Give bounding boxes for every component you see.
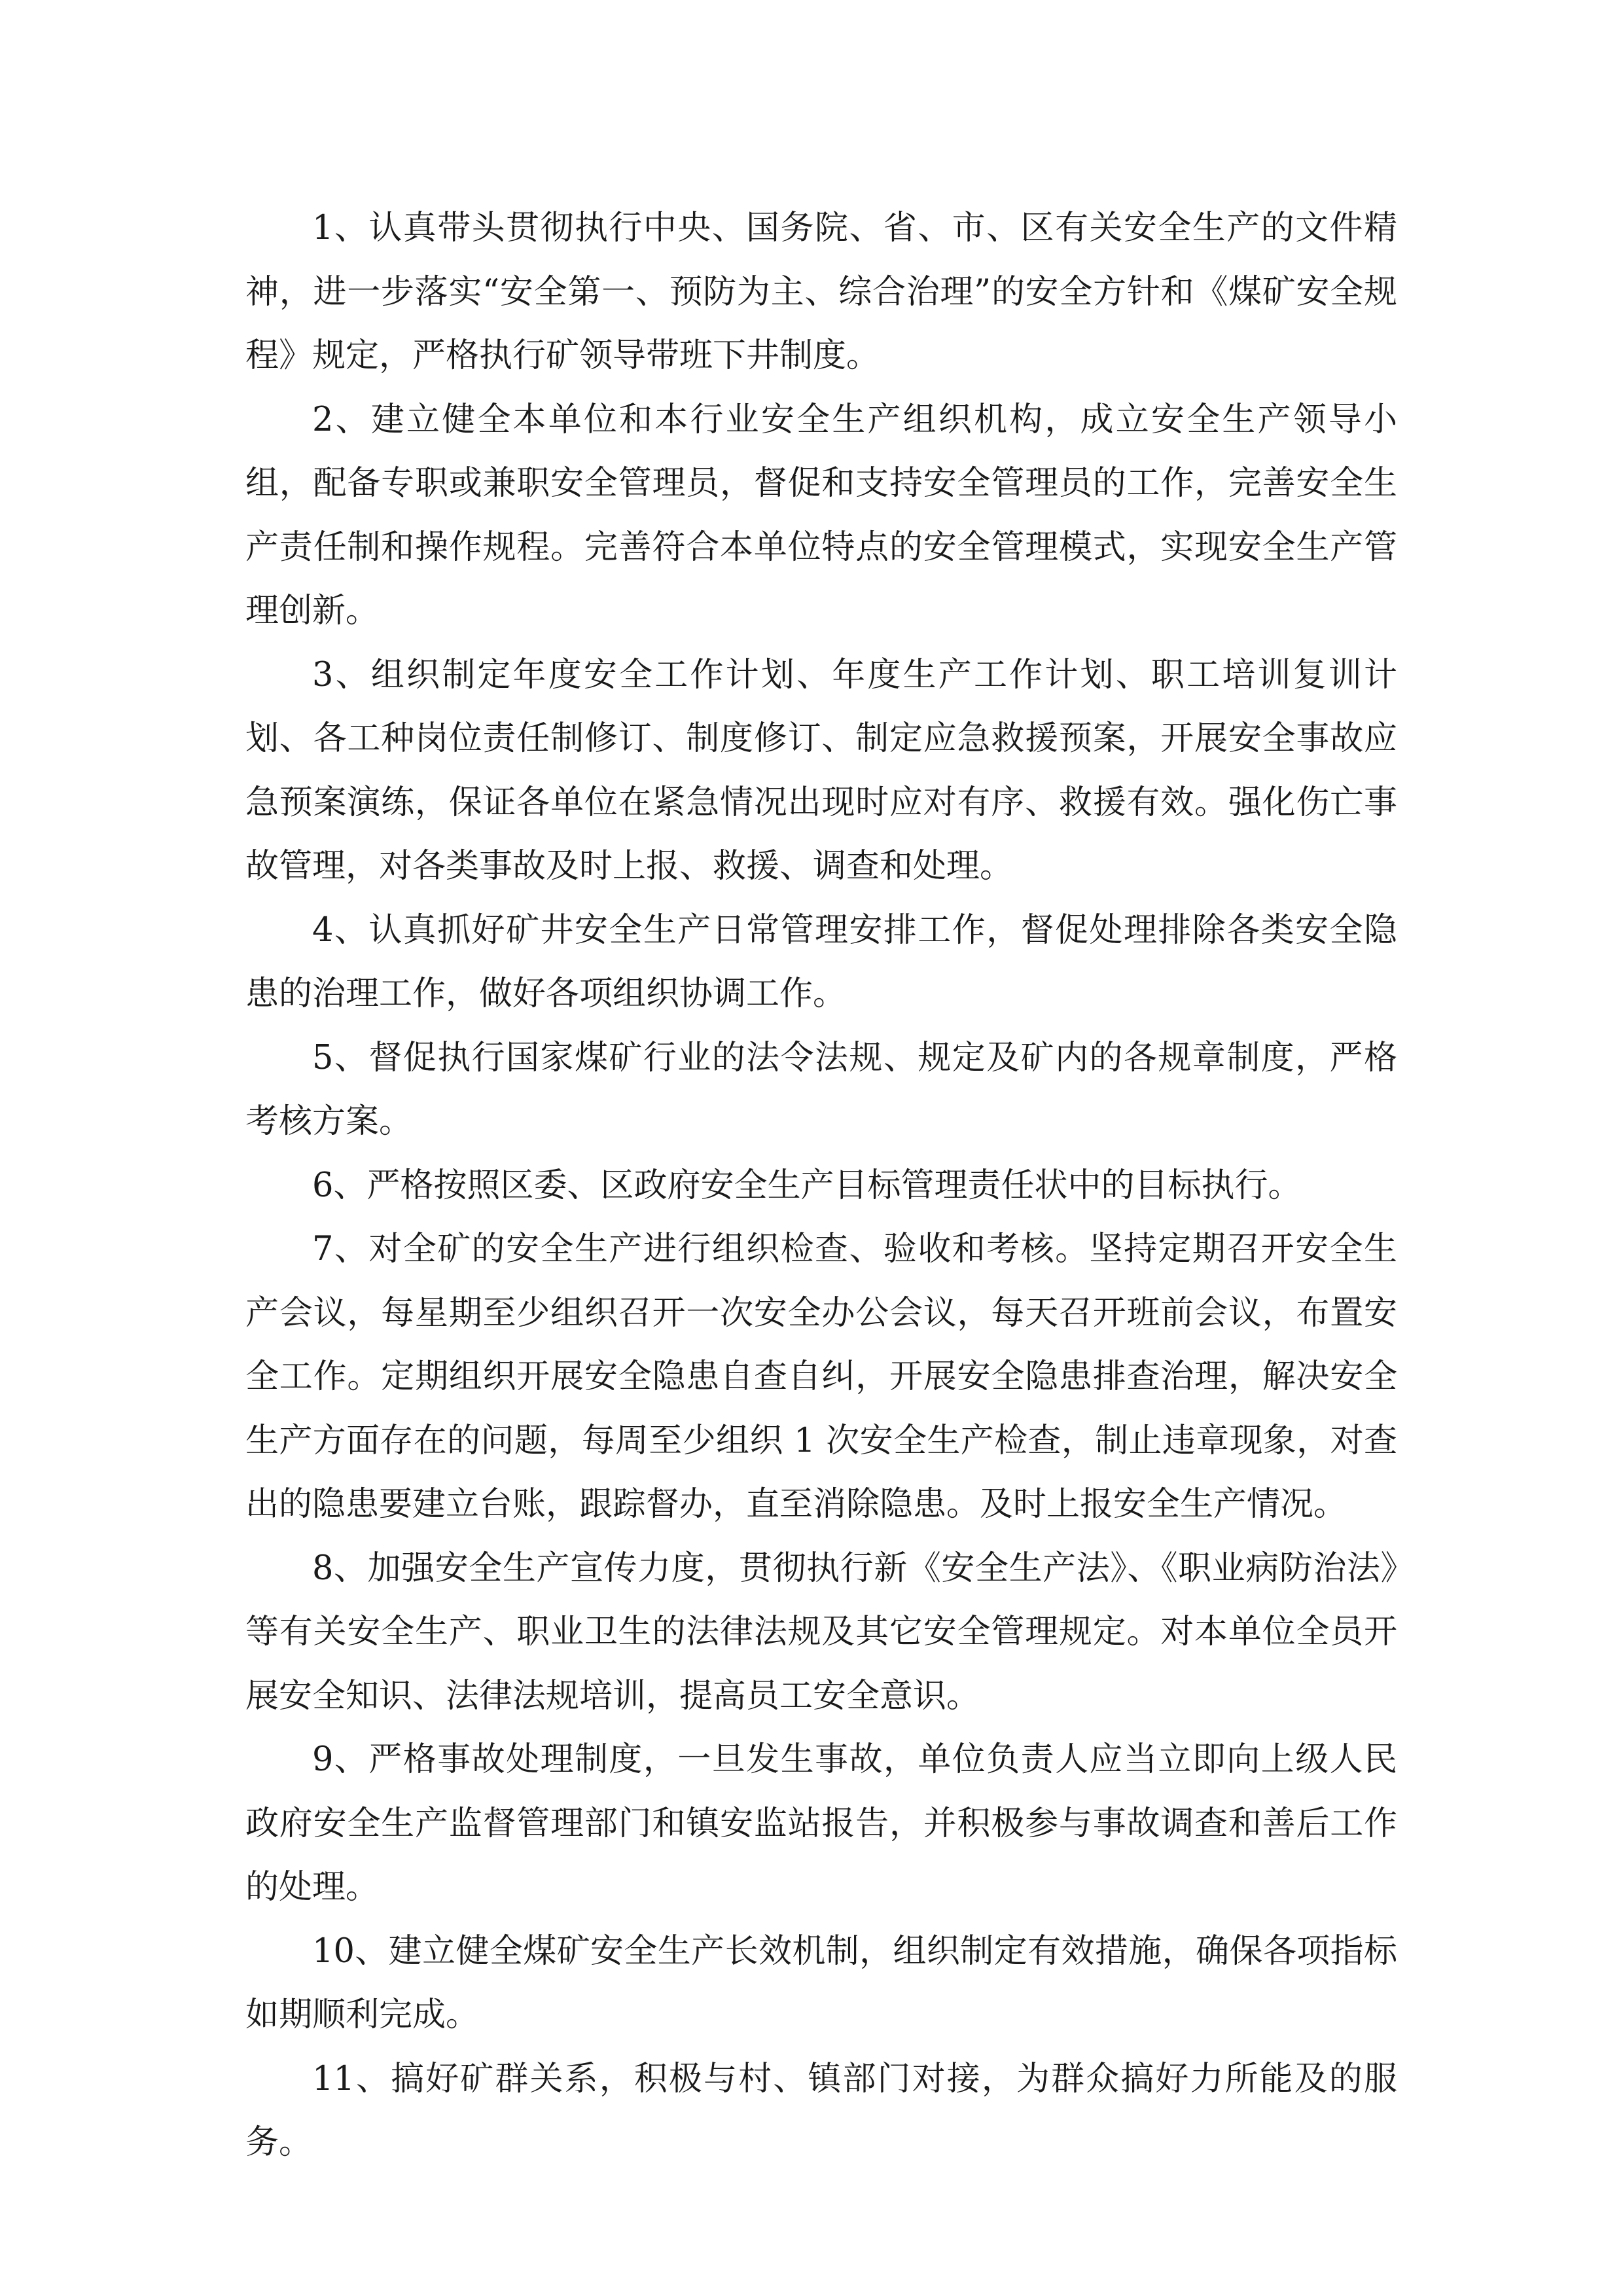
paragraph-10: 10、建立健全煤矿安全生产长效机制，组织制定有效措施，确保各项指标如期顺利完成。 <box>245 1931 1397 2034</box>
paragraph-4: 4、认真抓好矿井安全生产日常管理安排工作，督促处理排除各类安全隐患的治理工作，做好各项组织协调工作。 <box>245 910 1397 1013</box>
paragraph-9: 9、严格事故处理制度，一旦发生事故，单位负责人应当立即向上级人民政府安全生产监督管理部门和镇安监站报告，并积极参与事故调查和善后工作的处理。 <box>245 1740 1397 1907</box>
paragraph-8: 8、加强安全生产宣传力度，贯彻执行新《安全生产法》、《职业病防治法》等有关安全生产、职业卫生的法律法规及其它安全管理规定。对本单位全员开展安全知识、法律法规培训，提高员工安全意识。 <box>245 1549 1397 1715</box>
paragraph-11: 11、搞好矿群关系，积极与村、镇部门对接，为群众搞好力所能及的服务。 <box>245 2059 1397 2162</box>
paragraph-2: 2、建立健全本单位和本行业安全生产组织机构，成立安全生产领导小组，配备专职或兼职安全管理员，督促和支持安全管理员的工作，完善安全生产责任制和操作规程。完善符合本单位特点的安全管理模式，实现安全生产管理创新。 <box>245 400 1397 630</box>
paragraph-6: 6、严格按照区委、区政府安全生产目标管理责任状中的目标执行。 <box>312 1166 1302 1205</box>
paragraph-1: 1、认真带头贯彻执行中央、国务院、省、市、区有关安全生产的文件精神，进一步落实“安全第一、预防为主、综合治理”的安全方针和《煤矿安全规程》规定，严格执行矿领导带班下井制度。 <box>245 209 1397 375</box>
document-body <box>245 196 1397 2175</box>
paragraph-7: 7、对全矿的安全生产进行组织检查、验收和考核。坚持定期召开安全生产会议，每星期至少组织召开一次安全办公会议，每天召开班前会议，布置安全工作。定期组织开展安全隐患自查自纠，开展安全隐患排查治理，解决安全生产方面存在的问题，每周至少组织 1 次安全生产检查，制止违章现象，对查出的隐患要建立台账，跟踪督办，直至消除隐患。及时上报安全生产情况。 <box>245 1230 1397 1524</box>
paragraph-5: 5、督促执行国家煤矿行业的法令法规、规定及矿内的各规章制度，严格考核方案。 <box>245 1038 1397 1141</box>
paragraph-3: 3、组织制定年度安全工作计划、年度生产工作计划、职工培训复训计划、各工种岗位责任制修订、制度修订、制定应急救援预案，开展安全事故应急预案演练，保证各单位在紧急情况出现时应对有序、救援有效。强化伤亡事故管理，对各类事故及时上报、救援、调查和处理。 <box>245 655 1397 886</box>
